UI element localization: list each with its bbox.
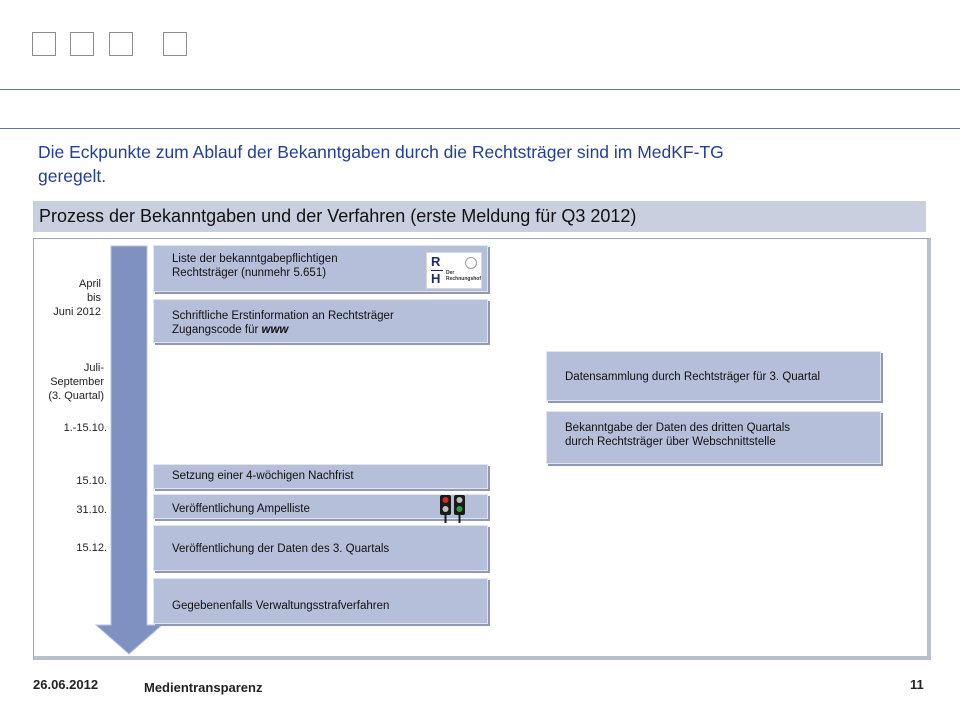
logo-square-3 bbox=[109, 32, 133, 56]
timeline-label-q3 bbox=[28, 361, 104, 403]
step-nachfrist-box bbox=[153, 464, 488, 489]
headline-line-1: Die Eckpunkte zum Ablauf der Bekanntgaben durch die Rechtsträger sind im MedKF-TG bbox=[38, 142, 724, 162]
timeline-label-line: September bbox=[50, 376, 104, 388]
timeline-label-oct15: 15.10. bbox=[76, 475, 107, 487]
step-list-line-1: Liste der bekanntgabepflichtigen bbox=[172, 253, 338, 265]
logo-square-4 bbox=[163, 32, 187, 56]
traffic-light-left-grey bbox=[443, 506, 449, 512]
header-rule-bottom bbox=[0, 128, 960, 129]
step-ampelliste-line: Veröffentlichung Ampelliste bbox=[172, 503, 310, 515]
step-list-line-2: Rechtsträger (nunmehr 5.651) bbox=[172, 267, 327, 279]
timeline-label-dec15: 15.12. bbox=[76, 542, 107, 554]
step-first-info-box bbox=[153, 299, 488, 343]
rh-seal-icon bbox=[465, 257, 477, 269]
step-publication-box bbox=[153, 525, 488, 571]
step-data-submission-box bbox=[546, 411, 881, 464]
step-data-submission-line-1: Bekanntgabe der Daten des dritten Quartals bbox=[565, 422, 791, 434]
logo-square-1 bbox=[32, 32, 56, 56]
footer-page-number: 11 bbox=[910, 677, 924, 692]
panel-title: Prozess der Bekanntgaben und der Verfahren (erste Meldung für Q3 2012) bbox=[33, 201, 926, 232]
traffic-light-left-pole bbox=[445, 515, 447, 523]
footer-date: 26.06.2012 bbox=[33, 677, 99, 692]
rh-letter-h: H bbox=[431, 271, 441, 286]
slide-headline bbox=[38, 140, 918, 188]
headline-line-2: geregelt. bbox=[38, 166, 107, 186]
traffic-light-right-grey bbox=[457, 497, 463, 503]
rh-text-line-1: Der bbox=[446, 270, 455, 276]
rh-text-line-2: Rechnungshof bbox=[446, 276, 481, 282]
step-first-info-line-1: Schriftliche Erstinformation an Rechtsträger bbox=[172, 310, 394, 322]
timeline-label-line: Juni 2012 bbox=[53, 306, 101, 318]
step-publication-line: Veröffentlichung der Daten des 3. Quartals bbox=[172, 543, 390, 555]
logo-square-2 bbox=[70, 32, 94, 56]
header-rule-top bbox=[0, 89, 960, 90]
step-nachfrist-line: Setzung einer 4-wöchigen Nachfrist bbox=[172, 470, 354, 482]
rh-text bbox=[446, 270, 481, 282]
footer-title: Medientransparenz bbox=[144, 680, 263, 695]
step-penalty-line: Gegebenenfalls Verwaltungsstrafverfahren bbox=[172, 600, 390, 612]
timeline-label-line: (3. Quartal) bbox=[48, 390, 104, 402]
timeline-label-line: April bbox=[78, 278, 101, 290]
rh-letters bbox=[431, 255, 440, 269]
step-data-submission-line-2: durch Rechtsträger über Webschnittstelle bbox=[565, 436, 776, 448]
step-first-info-prefix: Zugangscode für bbox=[172, 324, 262, 336]
rh-letters-bottom bbox=[431, 272, 440, 286]
step-data-collection-line: Datensammlung durch Rechtsträger für 3. Quartal bbox=[565, 371, 821, 383]
traffic-light-right-green bbox=[457, 506, 463, 512]
step-data-collection-box bbox=[546, 351, 881, 401]
timeline-label-oct-window: 1.-15.10. bbox=[63, 422, 107, 434]
step-first-info-line-2 bbox=[172, 323, 477, 337]
step-first-info-www: www bbox=[261, 324, 289, 336]
traffic-lights-icon bbox=[438, 494, 468, 524]
traffic-light-right-pole bbox=[459, 515, 461, 523]
rechnungshof-logo bbox=[426, 252, 482, 289]
timeline-label-q2 bbox=[34, 277, 101, 319]
rh-letter-r: R bbox=[431, 254, 441, 269]
step-penalty-box bbox=[153, 578, 488, 624]
traffic-light-left-red bbox=[443, 497, 449, 503]
timeline-label-line: Juli- bbox=[83, 362, 104, 374]
timeline-label-line: bis bbox=[86, 292, 101, 304]
timeline-label-oct31: 31.10. bbox=[76, 504, 107, 516]
